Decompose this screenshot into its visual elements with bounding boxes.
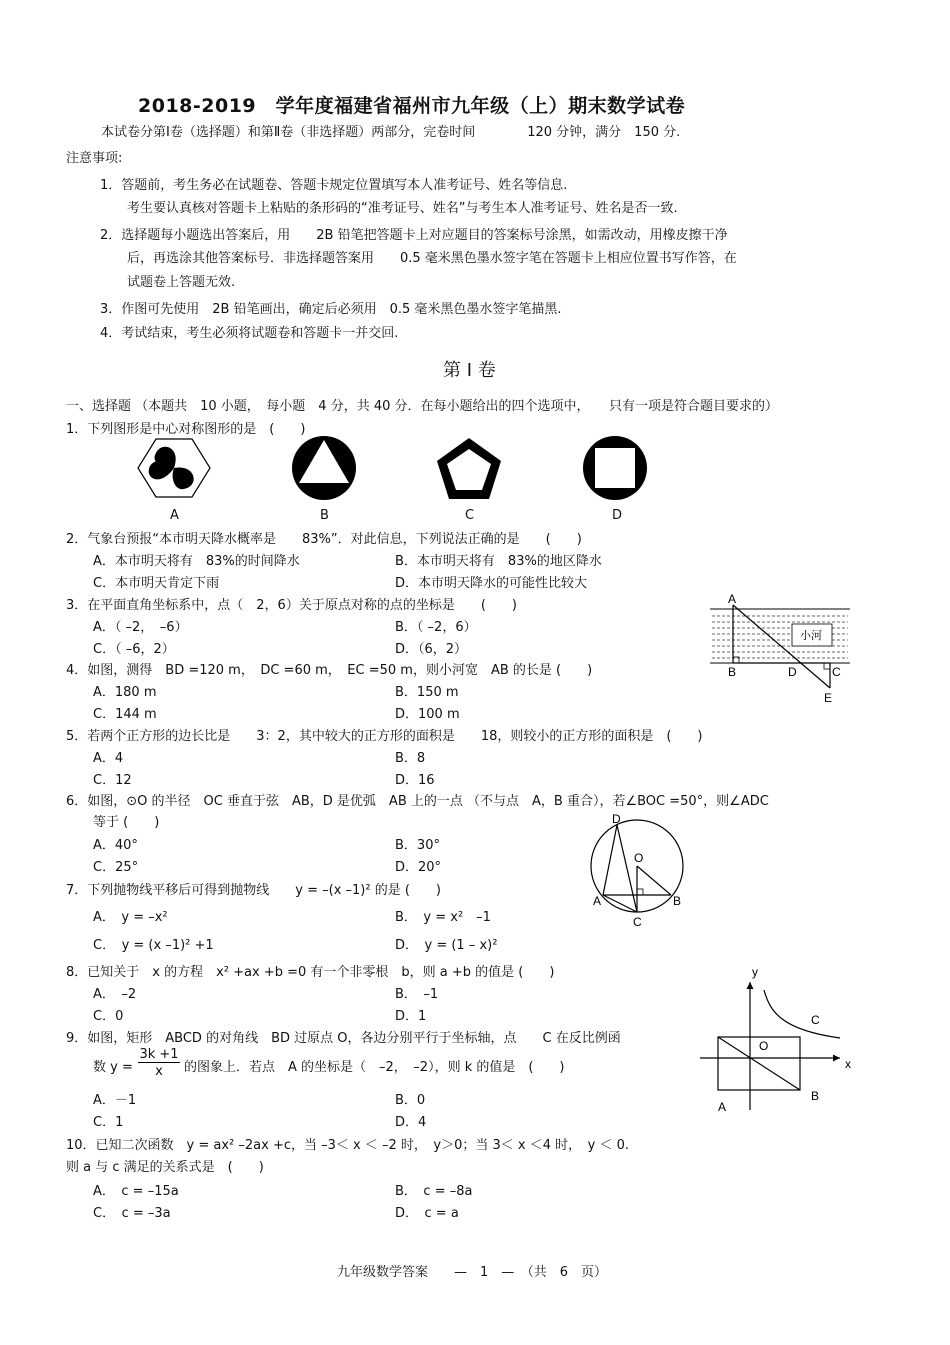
q3-option-d: D．（6，2） bbox=[395, 642, 468, 657]
q6-point-a: A bbox=[593, 894, 602, 908]
q9-option-d: D．4 bbox=[395, 1115, 427, 1130]
q6-point-b: B bbox=[673, 894, 682, 908]
q9-option-a: A．－1 bbox=[93, 1093, 137, 1108]
q9-fraction-denominator: x bbox=[155, 1064, 163, 1079]
q9-point-b: B bbox=[811, 1089, 820, 1103]
q4-option-d: D．100 m bbox=[395, 707, 460, 722]
q1-stem: 1．下列图形是中心对称图形的是 ( ) bbox=[66, 422, 306, 437]
q6-option-a: A．40° bbox=[93, 838, 138, 853]
q5-option-d: D．16 bbox=[395, 773, 435, 788]
q9-point-a: A bbox=[718, 1100, 727, 1114]
q9-fraction-numerator: 3k +1 bbox=[139, 1047, 179, 1062]
page-title: 2018-2019 学年度福建省福州市九年级（上）期末数学试卷 bbox=[138, 95, 686, 117]
q2-option-d: D．本市明天降水的可能性比较大 bbox=[395, 576, 588, 591]
q7-option-c: C． y = (x –1)² +1 bbox=[93, 938, 214, 953]
q5-stem: 5．若两个正方形的边长比是 3：2，其中较大的正方形的面积是 18，则较小的正方形的面积是 ( ) bbox=[66, 729, 703, 744]
part-heading: 一、选择题 （本题共 10 小题， 每小题 4 分，共 40 分．在每小题给出的四个选项中， 只有一项是符合题目要求的） bbox=[66, 399, 779, 414]
q4-stem: 4．如图，测得 BD =120 m， DC =60 m， EC =50 m，则小河宽 AB 的长是 ( ) bbox=[66, 663, 593, 678]
note-line: 1．答题前，考生务必在试题卷、答题卡规定位置填写本人准考证号、姓名等信息. bbox=[100, 178, 568, 193]
q6-option-c: C．25° bbox=[93, 860, 139, 875]
q4-option-b: B．150 m bbox=[395, 685, 459, 700]
q4-option-c: C．144 m bbox=[93, 707, 157, 722]
q1-label-c: C bbox=[465, 508, 475, 523]
q5-option-b: B．8 bbox=[395, 751, 426, 766]
q6-option-d: D．20° bbox=[395, 860, 442, 875]
q8-option-a: A． –2 bbox=[93, 987, 137, 1002]
q2-stem: 2．气象台预报“本市明天降水概率是 83%”．对此信息，下列说法正确的是 ( ) bbox=[66, 532, 582, 547]
q6-point-d: D bbox=[612, 812, 621, 826]
q10-option-c: C． c = –3a bbox=[93, 1206, 171, 1221]
q8-option-c: C．0 bbox=[93, 1009, 124, 1024]
q6-point-c: C bbox=[633, 915, 642, 929]
q9-axis-x-label: x bbox=[845, 1057, 851, 1071]
q1-label-b: B bbox=[320, 508, 329, 523]
q9-axis-y-label: y bbox=[752, 965, 758, 979]
q10-option-b: B． c = –8a bbox=[395, 1184, 473, 1199]
q3-stem: 3．在平面直角坐标系中，点（ 2，6）关于原点对称的点的坐标是 ( ) bbox=[66, 598, 517, 613]
note-line: 2．选择题每小题选出答案后，用 2B 铅笔把答题卡上对应题目的答案标号涂黑，如需改动，用橡皮擦干净 bbox=[100, 228, 728, 243]
q10-stem: 10．已知二次函数 y = ax² –2ax +c，当 –3＜ x ＜ –2 时， y＞0；当 3＜ x ＜4 时， y ＜ 0. bbox=[66, 1138, 629, 1153]
q9-option-c: C．1 bbox=[93, 1115, 124, 1130]
q3-option-a: A．（ –2， –6） bbox=[93, 620, 188, 635]
q2-option-a: A．本市明天将有 83%的时间降水 bbox=[93, 554, 300, 569]
q1-label-d: D bbox=[612, 508, 623, 523]
note-line: 4．考试结束，考生必须将试题卷和答题卡一并交回. bbox=[100, 326, 399, 341]
q4-point-c: C bbox=[832, 665, 841, 679]
q3-option-b: B．（ –2，6） bbox=[395, 620, 477, 635]
q9-option-b: B．0 bbox=[395, 1093, 426, 1108]
q10-option-a: A． c = –15a bbox=[93, 1184, 179, 1199]
page-footer: 九年级数学答案 — 1 — （共 6 页） bbox=[337, 1265, 608, 1280]
section-title: 第 I 卷 bbox=[443, 360, 496, 381]
q7-option-d: D． y = (1 – x)² bbox=[395, 938, 498, 953]
q9-point-c: C bbox=[811, 1013, 820, 1027]
q5-option-c: C．12 bbox=[93, 773, 132, 788]
note-line: 考生要认真核对答题卡上粘贴的条形码的“准考证号、姓名”与考生本人准考证号、姓名是否一致. bbox=[127, 201, 678, 216]
note-line: 试题卷上答题无效. bbox=[127, 275, 236, 290]
q2-option-c: C．本市明天肯定下雨 bbox=[93, 576, 220, 591]
q4-point-a: A bbox=[728, 592, 737, 606]
q4-point-e: E bbox=[824, 691, 833, 705]
q4-point-d: D bbox=[788, 665, 797, 679]
q8-stem: 8．已知关于 x 的方程 x² +ax +b =0 有一个非零根 b，则 a +b 的值是 ( ) bbox=[66, 965, 555, 980]
q1-label-a: A bbox=[170, 508, 179, 523]
q7-option-a: A． y = –x² bbox=[93, 910, 168, 925]
q9-point-o: O bbox=[759, 1039, 769, 1053]
q6-option-b: B．30° bbox=[395, 838, 440, 853]
q8-option-d: D．1 bbox=[395, 1009, 427, 1024]
q6-stem-cont: 等于 ( ) bbox=[93, 815, 160, 830]
q10-option-d: D． c = a bbox=[395, 1206, 459, 1221]
q7-stem: 7．下列抛物线平移后可得到抛物线 y = –(x –1)² 的是 ( ) bbox=[66, 883, 441, 898]
intro-text: 本试卷分第Ⅰ卷（选择题）和第Ⅱ卷（非选择题）两部分，完卷时间 120 分钟，满分 150 分. bbox=[101, 125, 681, 140]
q5-option-a: A．4 bbox=[93, 751, 124, 766]
q7-option-b: B． y = x² –1 bbox=[395, 910, 491, 925]
q6-stem: 6．如图，⊙O 的半径 OC 垂直于弦 AB，D 是优弧 AB 上的一点 （不与点 A，B 重合），若∠BOC =50°，则∠ADC bbox=[66, 794, 769, 809]
q10-stem-cont: 则 a 与 c 满足的关系式是 ( ) bbox=[66, 1160, 264, 1175]
q9-stem: 9．如图，矩形 ABCD 的对角线 BD 过原点 O，各边分别平行于坐标轴，点 C 在反比例函 bbox=[66, 1031, 621, 1046]
q3-option-c: C．（ –6，2） bbox=[93, 642, 175, 657]
q4-point-b: B bbox=[728, 665, 737, 679]
q4-river-label: 小河 bbox=[800, 630, 822, 642]
note-line: 3．作图可先使用 2B 铅笔画出，确定后必须用 0.5 毫米黑色墨水签字笔描黑. bbox=[100, 302, 562, 317]
q2-option-b: B．本市明天将有 83%的地区降水 bbox=[395, 554, 602, 569]
q8-option-b: B． –1 bbox=[395, 987, 439, 1002]
note-line: 后，再选涂其他答案标号．非选择题答案用 0.5 毫米黑色墨水签字笔在答题卡上相应位置书写作答，在 bbox=[127, 251, 737, 266]
q6-point-o: O bbox=[634, 851, 644, 865]
notes-title: 注意事项: bbox=[66, 151, 123, 166]
q9-stem-part-b: 的图象上．若点 A 的坐标是（ –2， –2），则 k 的值是 ( ) bbox=[184, 1060, 565, 1075]
q9-stem-part-a: 数 y = bbox=[93, 1060, 133, 1075]
q4-option-a: A．180 m bbox=[93, 685, 157, 700]
